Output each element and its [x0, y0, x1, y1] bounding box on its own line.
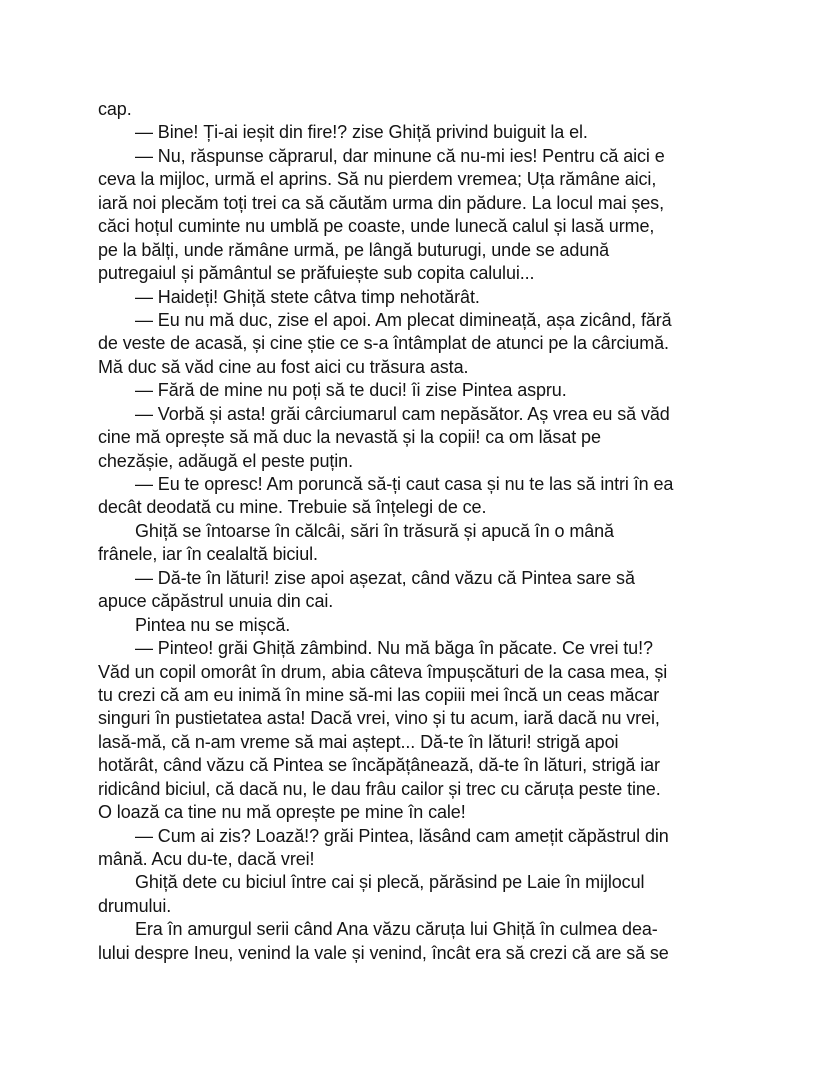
- text-line: cine mă oprește să mă duc la nevastă și la copii! ca om lăsat pe: [98, 427, 601, 448]
- text-line: hotărât, când văzu că Pintea se încăpățânează, dă-te în lături, strigă iar: [98, 755, 660, 776]
- text-line: chezășie, adăugă el peste puțin.: [98, 450, 353, 471]
- text-line: ceva la mijloc, urmă el aprins. Să nu pierdem vremea; Uța rămâne aici,: [98, 169, 657, 190]
- text-line: — Dă-te în lături! zise apoi așezat, când văzu că Pintea sare să: [135, 567, 635, 588]
- text-line: pe la bălți, unde rămâne urmă, pe lângă buturugi, unde se adună: [98, 239, 610, 260]
- text-line: — Fără de mine nu poți să te duci! îi zise Pintea aspru.: [135, 380, 567, 401]
- text-line: Ghiță dete cu biciul între cai și plecă, părăsind pe Laie în mijlocul: [135, 872, 645, 893]
- text-line: ridicând biciul, că dacă nu, le dau frâu cailor și trec cu căruța peste tine.: [98, 778, 661, 799]
- text-line: — Cum ai zis? Loază!? grăi Pintea, lăsând cam amețit căpăstrul din: [135, 825, 669, 846]
- document-page: [98, 98, 730, 965]
- text-line: lasă-mă, că n-am vreme să mai aștept... Dă-te în lături! strigă apoi: [98, 731, 619, 752]
- text-line: iară noi plecăm toți trei ca să căutăm urma din pădure. La locul mai șes,: [98, 192, 664, 213]
- text-line: — Vorbă și asta! grăi cârciumarul cam nepăsător. Aș vrea eu să văd: [135, 403, 670, 424]
- text-line: Mă duc să văd cine au fost aici cu trăsura asta.: [98, 356, 469, 377]
- text-line: drumului.: [98, 895, 172, 916]
- text-line: O loază ca tine nu mă oprește pe mine în cale!: [98, 802, 466, 823]
- text-line: mână. Acu du-te, dacă vrei!: [98, 849, 315, 869]
- text-line: lului despre Ineu, venind la vale și venind, încât era să crezi că are să se: [98, 942, 669, 963]
- text-line: căci hoțul cuminte nu umblă pe coaste, unde lunecă calul și lasă urme,: [98, 216, 655, 237]
- text-line: Văd un copil omorât în drum, abia câteva împușcături de la casa mea, și: [98, 661, 668, 682]
- text-line: Ghiță se întoarse în călcâi, sări în trăsură și apucă în o mână: [135, 520, 614, 541]
- text-line: putregaiul și pământul se prăfuiește sub copita calului...: [98, 263, 535, 284]
- text-line: frânele, iar în cealaltă biciul.: [98, 544, 318, 565]
- text-line: — Pinteo! grăi Ghiță zâmbind. Nu mă băga în păcate. Ce vrei tu!?: [135, 638, 653, 659]
- text-line: — Bine! Ți-ai ieșit din fire!? zise Ghiță privind buiguit la el.: [135, 122, 588, 143]
- text-line: de veste de acasă, și cine știe ce s-a întâmplat de atunci pe la cârciumă.: [98, 333, 669, 354]
- text-line: singuri în pustietatea asta! Dacă vrei, vino și tu acum, iară dacă nu vrei,: [98, 708, 660, 729]
- text-line: decât deodată cu mine. Trebuie să înțelegi de ce.: [98, 497, 487, 518]
- text-line: tu crezi că am eu inimă în mine să-mi las copiii mei încă un ceas măcar: [98, 684, 660, 705]
- text-line: — Eu nu mă duc, zise el apoi. Am plecat dimineață, așa zicând, fără: [135, 309, 672, 330]
- text-line: Era în amurgul serii când Ana văzu căruța lui Ghiță în culmea dea-: [135, 919, 658, 940]
- text-line: — Eu te opresc! Am poruncă să-ți caut casa și nu te las să intri în ea: [135, 474, 674, 494]
- text-line: cap.: [98, 99, 132, 119]
- text-line: apuce căpăstrul unuia din cai.: [98, 591, 334, 612]
- text-line: — Nu, răspunse căprarul, dar minune că nu-mi ies! Pentru că aici e: [135, 145, 665, 166]
- text-line: Pintea nu se mișcă.: [135, 614, 291, 635]
- text-line: — Haideți! Ghiță stete câtva timp nehotărât.: [135, 286, 480, 307]
